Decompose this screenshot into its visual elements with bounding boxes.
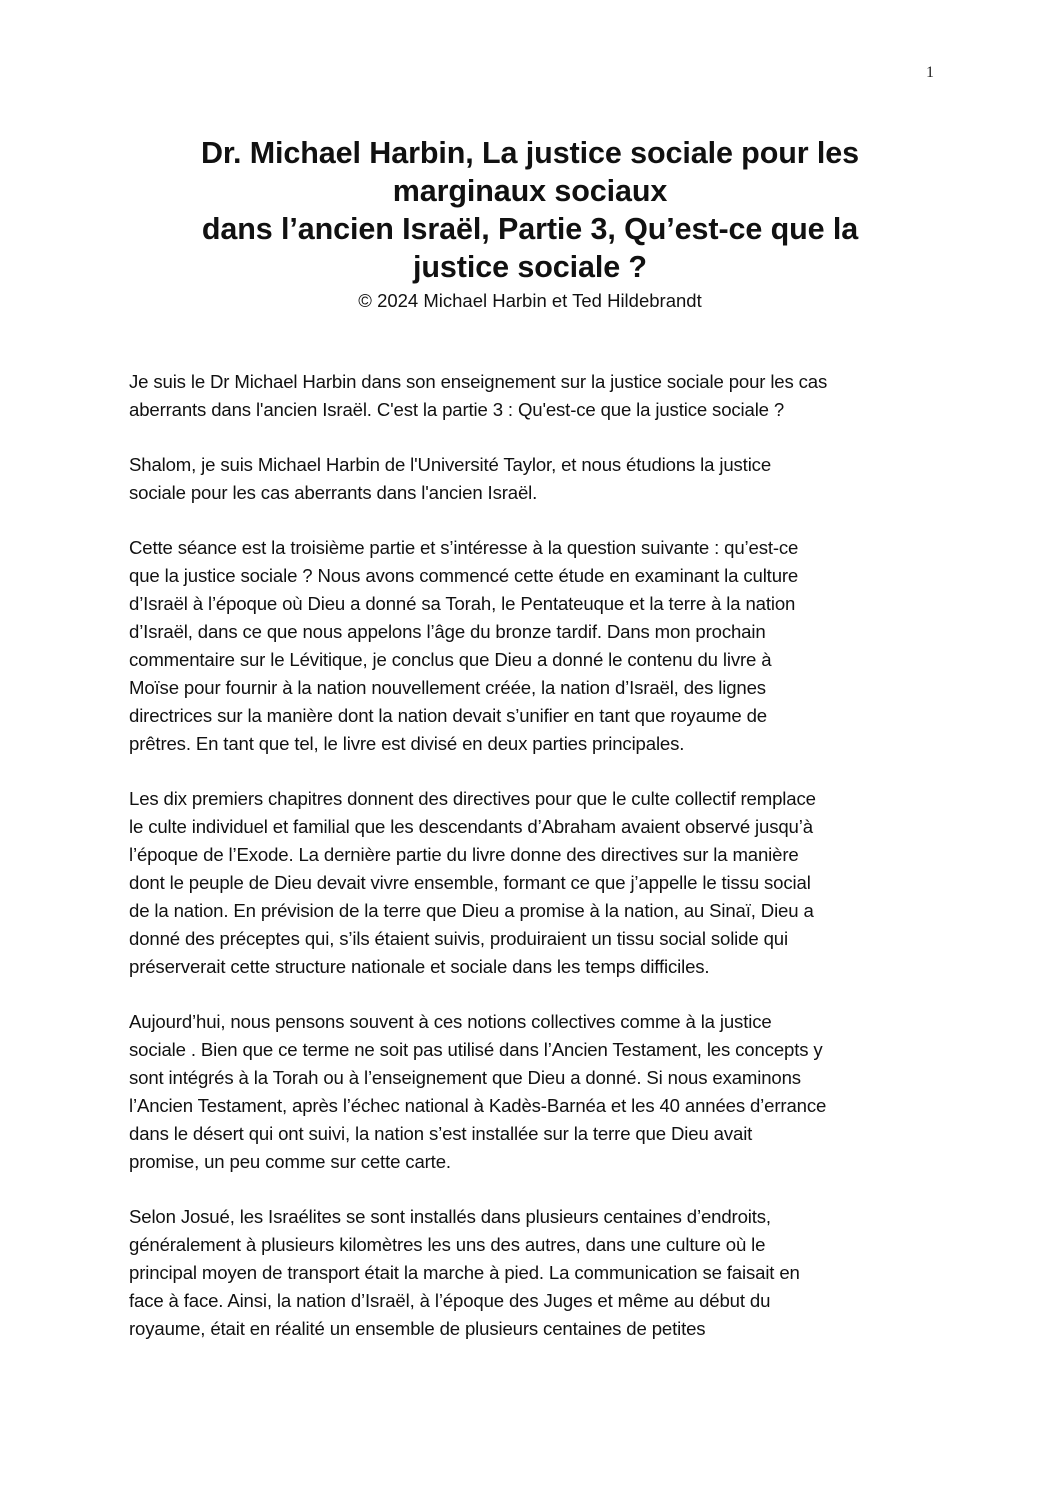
text-line: face à face. Ainsi, la nation d’Israël, à l’époque des Juges et même au début du bbox=[129, 1290, 771, 1311]
text-line: l’époque de l’Exode. La dernière partie du livre donne des directives sur la manière bbox=[129, 844, 799, 865]
text-line: sont intégrés à la Torah ou à l’enseignement que Dieu a donné. Si nous examinons bbox=[129, 1067, 801, 1088]
paragraph bbox=[129, 785, 944, 981]
text-line: sociale . Bien que ce terme ne soit pas utilisé dans l’Ancien Testament, les concepts y bbox=[129, 1039, 823, 1060]
paragraph bbox=[129, 1203, 944, 1343]
paragraph bbox=[129, 1008, 944, 1176]
text-line: Cette séance est la troisième partie et s’intéresse à la question suivante : qu’est-ce bbox=[129, 537, 799, 558]
text-line: préserverait cette structure nationale et sociale dans les temps difficiles. bbox=[129, 956, 710, 977]
text-line: directrices sur la manière dont la nation devait s’unifier en tant que royaume de bbox=[129, 705, 767, 726]
text-line: Selon Josué, les Israélites se sont installés dans plusieurs centaines d’endroits, bbox=[129, 1206, 771, 1227]
text-line: dans le désert qui ont suivi, la nation s’est installée sur la terre que Dieu avait bbox=[129, 1123, 753, 1144]
text-line: donné des préceptes qui, s’ils étaient suivis, produiraient un tissu social solide qui bbox=[129, 928, 788, 949]
text-line: promise, un peu comme sur cette carte. bbox=[129, 1151, 451, 1172]
paragraph bbox=[129, 368, 944, 424]
text-line: Moïse pour fournir à la nation nouvellement créée, la nation d’Israël, des lignes bbox=[129, 677, 766, 698]
page-number: 1 bbox=[926, 64, 934, 81]
text-line: principal moyen de transport était la marche à pied. La communication se faisait en bbox=[129, 1262, 800, 1283]
text-line: d’Israël à l’époque où Dieu a donné sa Torah, le Pentateuque et la terre à la nation bbox=[129, 593, 796, 614]
document-body bbox=[129, 368, 944, 1370]
text-line: Shalom, je suis Michael Harbin de l'Université Taylor, et nous étudions la justice bbox=[129, 454, 772, 475]
text-line: dont le peuple de Dieu devait vivre ensemble, formant ce que j’appelle le tissu social bbox=[129, 872, 811, 893]
text-line: prêtres. En tant que tel, le livre est divisé en deux parties principales. bbox=[129, 733, 685, 754]
title-line: justice sociale ? bbox=[413, 250, 647, 284]
title-line: marginaux sociaux bbox=[392, 174, 668, 208]
text-line: que la justice sociale ? Nous avons commencé cette étude en examinant la culture bbox=[129, 565, 799, 586]
text-line: royaume, était en réalité un ensemble de plusieurs centaines de petites bbox=[129, 1318, 706, 1339]
text-line: l’Ancien Testament, après l’échec national à Kadès-Barnéa et les 40 années d’errance bbox=[129, 1095, 827, 1116]
text-line: généralement à plusieurs kilomètres les uns des autres, dans une culture où le bbox=[129, 1234, 766, 1255]
document-title bbox=[120, 134, 940, 314]
text-line: de la nation. En prévision de la terre que Dieu a promise à la nation, au Sinaï, Dieu a bbox=[129, 900, 814, 921]
title-line: Dr. Michael Harbin, La justice sociale pour les bbox=[200, 136, 860, 170]
text-line: commentaire sur le Lévitique, je conclus que Dieu a donné le contenu du livre à bbox=[129, 649, 772, 670]
text-line: d’Israël, dans ce que nous appelons l’âge du bronze tardif. Dans mon prochain bbox=[129, 621, 766, 642]
text-line: Aujourd’hui, nous pensons souvent à ces notions collectives comme à la justice bbox=[129, 1011, 772, 1032]
text-line: sociale pour les cas aberrants dans l'ancien Israël. bbox=[129, 482, 538, 503]
text-line: Je suis le Dr Michael Harbin dans son enseignement sur la justice sociale pour les cas bbox=[129, 371, 828, 392]
text-line: le culte individuel et familial que les descendants d’Abraham avaient observé jusqu’à bbox=[129, 816, 813, 837]
text-line: aberrants dans l'ancien Israël. C'est la partie 3 : Qu'est-ce que la justice sociale ? bbox=[129, 399, 785, 420]
paragraph bbox=[129, 451, 944, 507]
text-line: Les dix premiers chapitres donnent des directives pour que le culte collectif remplace bbox=[129, 788, 816, 809]
paragraph bbox=[129, 534, 944, 758]
title-line: dans l’ancien Israël, Partie 3, Qu’est-ce que la bbox=[201, 212, 859, 246]
copyright-notice: © 2024 Michael Harbin et Ted Hildebrandt bbox=[358, 290, 702, 311]
